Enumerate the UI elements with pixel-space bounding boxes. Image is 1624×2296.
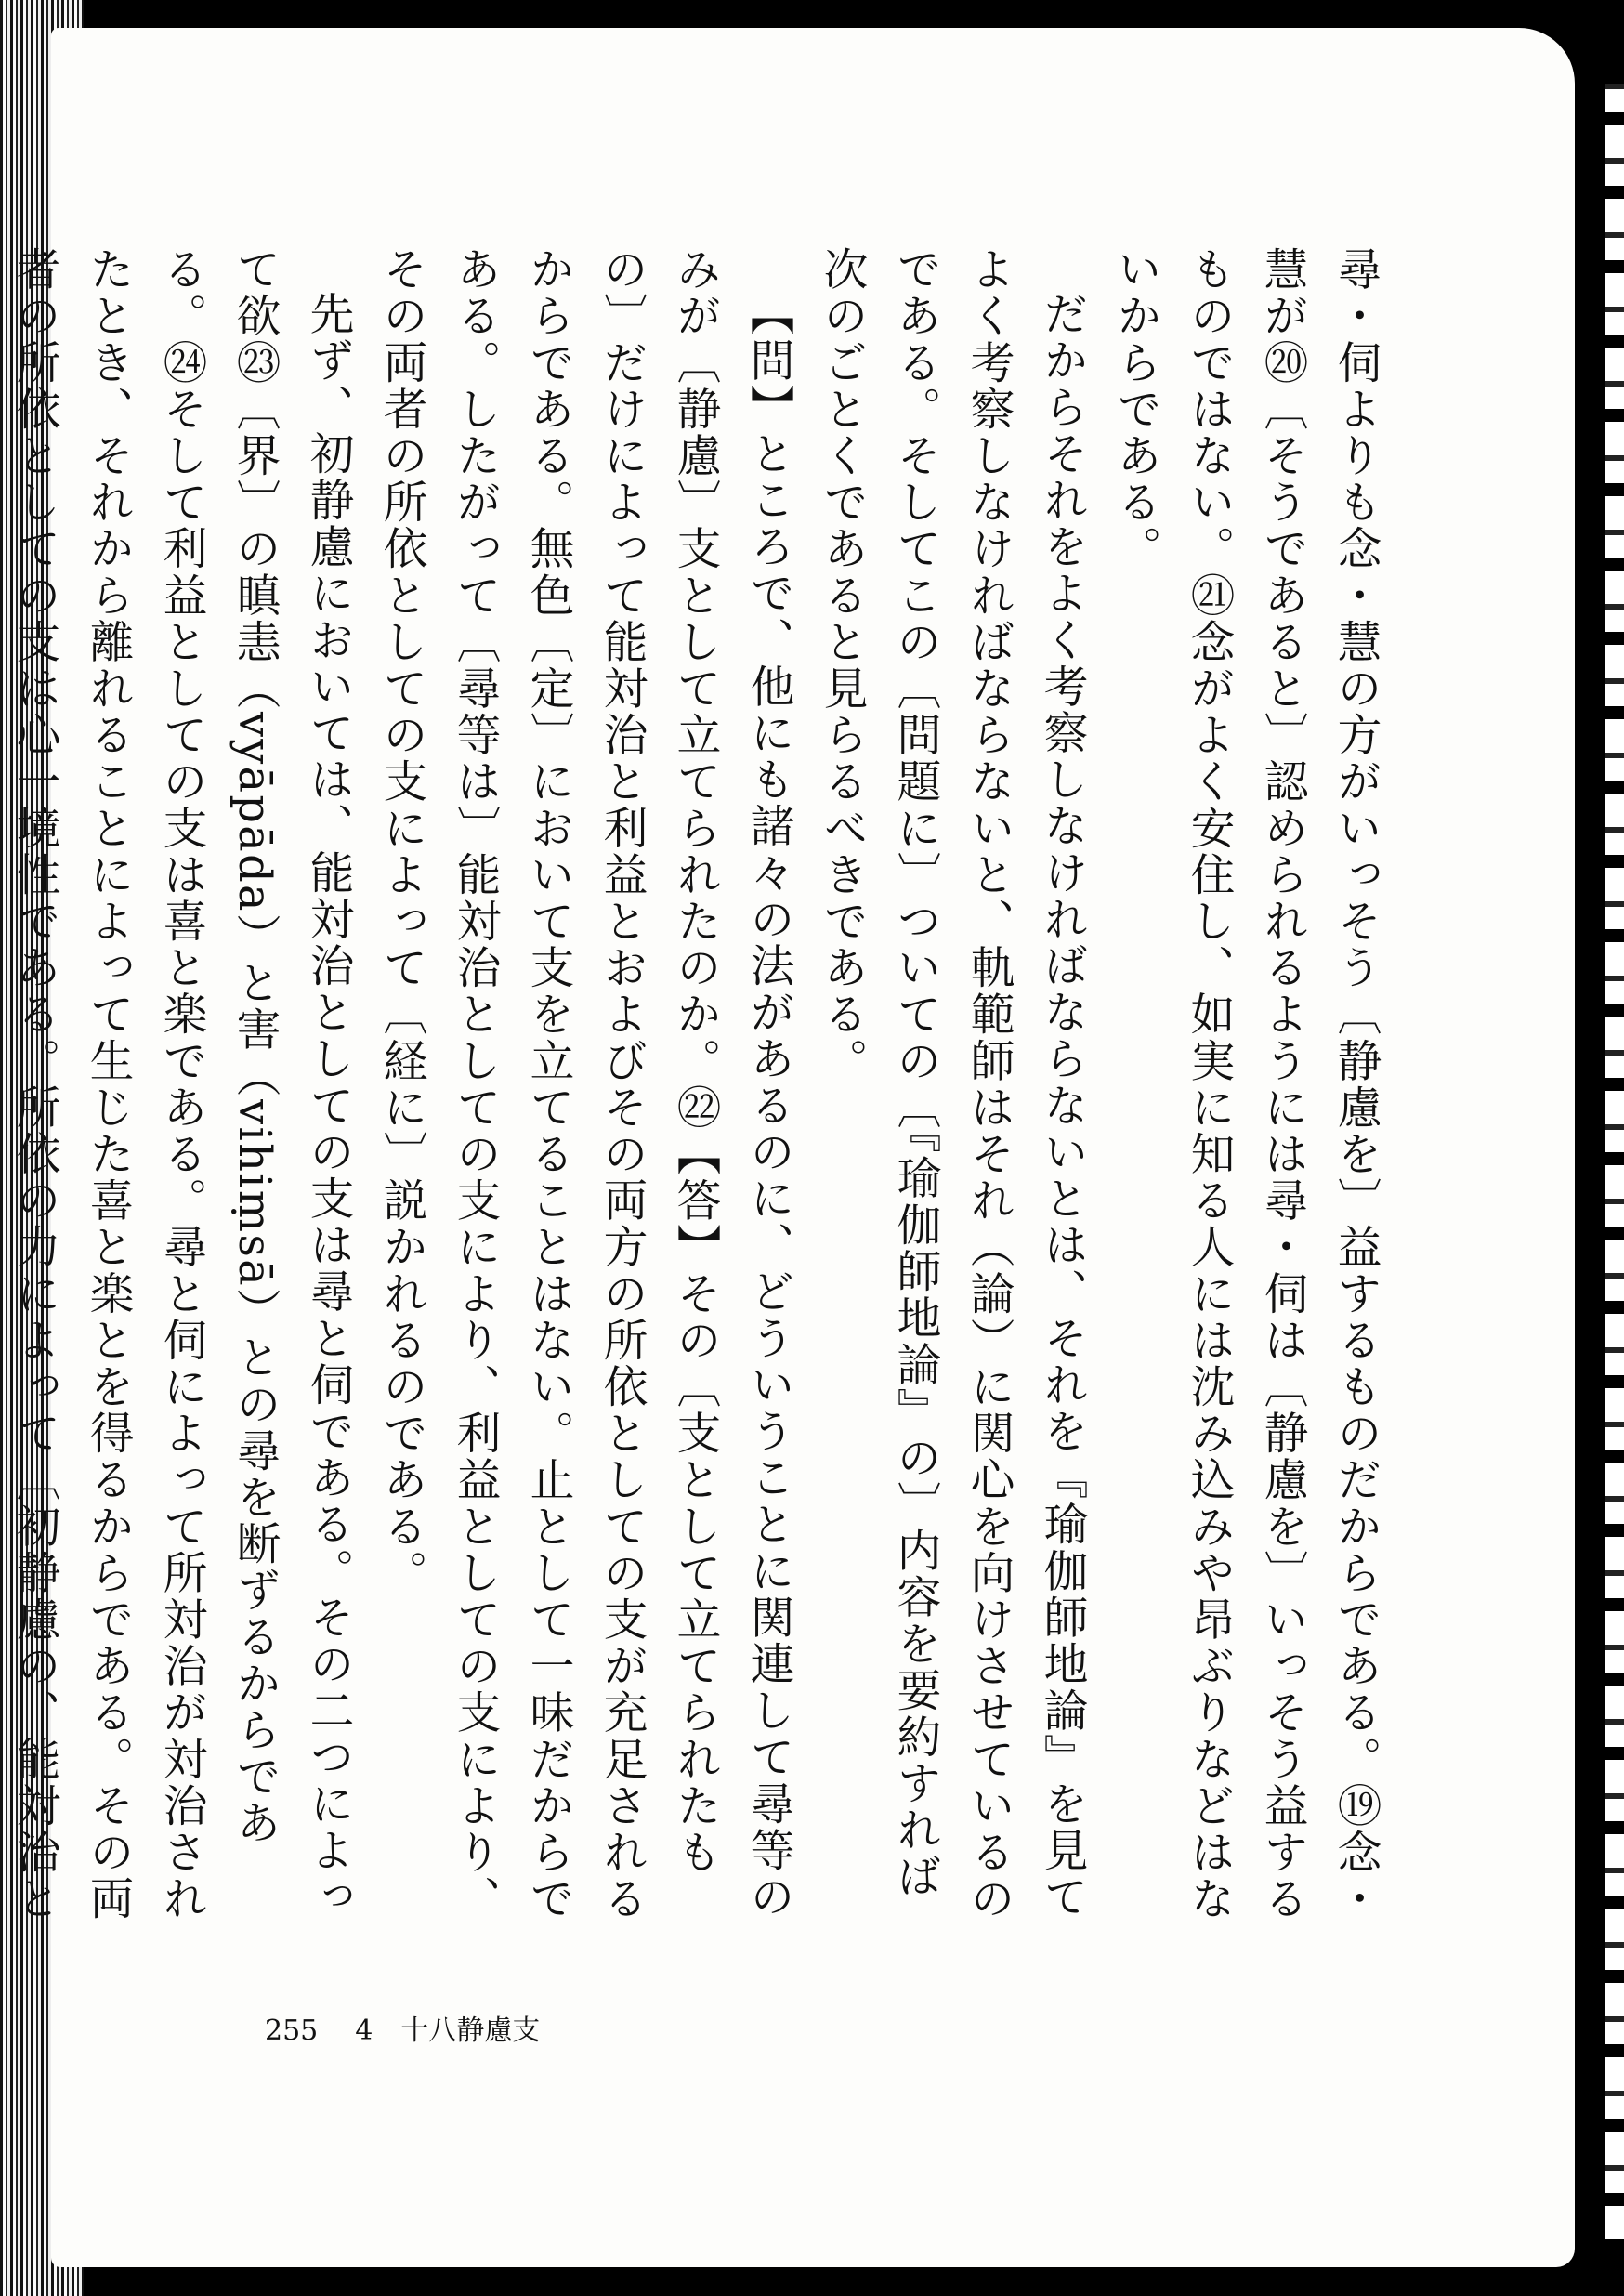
paragraph-3: 【問】ところで、他にも諸々の法があるのに、どういうことに関連して尋等のみが〔静慮〕支として立てられたのか。㉒【答】その〔支として立てられたもの〕だけによって能対治と利益とおよびその両方の所依としての支が充足されるからである。無色〔定〕において支を立てることはない。止として一味だからである。したがって〔尋等は〕能対治としての支により、利益としての支により、その両者の所依としての支によって〔経に〕説かれるのである。	[375, 246, 793, 1922]
vertical-text-body	[8, 246, 1392, 1933]
paragraph-1: 尋・伺よりも念・慧の方がいっそう〔静慮を〕益するものだからである。⑲念・慧が⑳〔そうであると〕認められるようには尋・伺は〔静慮を〕いっそう益するものではない。㉑念がよく安住し、如実に知る人には沈み込みや昂ぶりなどはないからである。	[1109, 246, 1381, 1922]
scan-right-edge	[1605, 84, 1624, 2239]
running-section-title: 4 十八静慮支	[355, 2014, 541, 2047]
paragraph-4: 先ず、初静慮においては、能対治としての支は尋と伺である。その二つによって欲㉓〔界〕の瞋恚（vyāpāda）と害（vihiṃsā）との尋を断ずるからである。㉔そして利益としての支は喜と楽である。尋と伺によって所対治が対治されたとき、それから離れることによって生じた喜と楽とを得るからである。その両者の所依としての支は心一境性である。所依の力によって〔初静慮の、能対治と	[8, 246, 353, 1922]
page-number: 255	[265, 2014, 319, 2047]
page-footer	[265, 2007, 577, 2048]
paragraph-2: だからそれをよく考察しなければならないとは、それを『瑜伽師地論』を見てよく考察しなければならないと、軌範師はそれ（論）に関心を向けさせているのである。そしてこの〔問題に〕ついての〔『瑜伽師地論』の〕内容を要約すれば次のごとくであると見らるべきである。	[816, 246, 1087, 1922]
